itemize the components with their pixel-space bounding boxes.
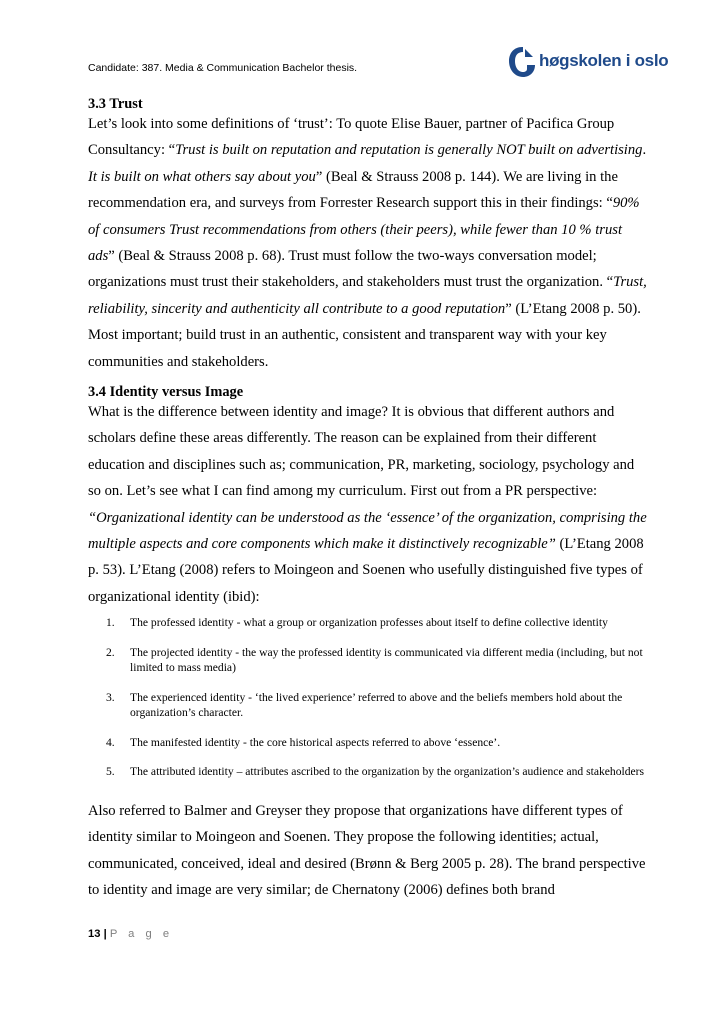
paragraph: Let’s look into some definitions of ‘trust’: To quote Elise Bauer, partner of Pacifica Group Consultancy: “Trust is built on reputation and reputation is generally NOT built on advertising. It is built on what others say about you” (Beal & Strauss 2008 p. 144). We are living in the recommendation era, and surveys from Forrester Research support this in their findings: “90% of consumers Trust recommendations from others (their peers), while fewer than 10 % trust ads” (Beal & Strauss 2008 p. 68). Trust must follow the two-ways conversation model; organizations must trust their stakeholders, and stakeholders must trust the organization. “Trust, reliability, sincerity and authenticity all contribute to a good reputation” (L’Etang 2008 p. 50). Most important; build trust in an authentic, consistent and transparent way with your key communities and stakeholders. [88,116,647,370]
footer-separator: | [103,928,107,940]
identity-types-list [88,615,648,794]
university-logo [507,42,669,84]
page-number: 13 [88,928,101,940]
logo-wordmark: høgskolen i oslo [539,51,669,70]
section-3-3 [88,96,648,375]
list-item: 4. The manifested identity - the core historical aspects referred to above ‘essence’. [106,735,501,749]
section-3-4-continued [88,798,648,904]
list-item: 3. The experienced identity - ‘the lived experience’ referred to above and the beliefs members hold about the organization’s character. [106,690,623,719]
logo-mark-icon [507,45,537,79]
list-item: 2. The projected identity - the way the professed identity is communicated via different media (including, but not limited to mass media) [106,645,643,674]
running-header: Candidate: 387. Media & Communication Bachelor thesis. [88,62,358,74]
list-item: 5. The attributed identity – attributes ascribed to the organization by the organization’s audience and stakeholders [106,765,645,778]
page-footer [88,928,173,940]
paragraph: Also referred to Balmer and Greyser they propose that organizations have different types of identity similar to Moingeon and Soenen. They propose the following identities; actual, communicated, conceived, ideal and desired (Brønn & Berg 2005 p. 28). The brand perspective to identity and image are very similar; de Chernatony (2006) defines both brand [88,803,646,899]
list-item: 1. The professed identity - what a group or organization professes about itself to define collective identity [106,616,608,629]
section-3-4 [88,384,648,610]
section-heading: 3.3 Trust [88,96,143,112]
page-label: P a g e [109,928,174,940]
section-heading: 3.4 Identity versus Image [88,384,244,400]
paragraph: What is the difference between identity and image? It is obvious that different authors and scholars define these areas differently. The reason can be explained from their different education and disciplines such as; communication, PR, marketing, sociology, psychology and so on. Let’s see what I can find among my curriculum. First out from a PR perspective: “Organizational identity can be understood as the ‘essence’ of the organization, comprising the multiple aspects and core components which make it distinctively recognizable” (L’Etang 2008 p. 53). L’Etang (2008) refers to Moingeon and Soenen who usefully distinguished five types of organizational identity (ibid): [88,404,647,605]
